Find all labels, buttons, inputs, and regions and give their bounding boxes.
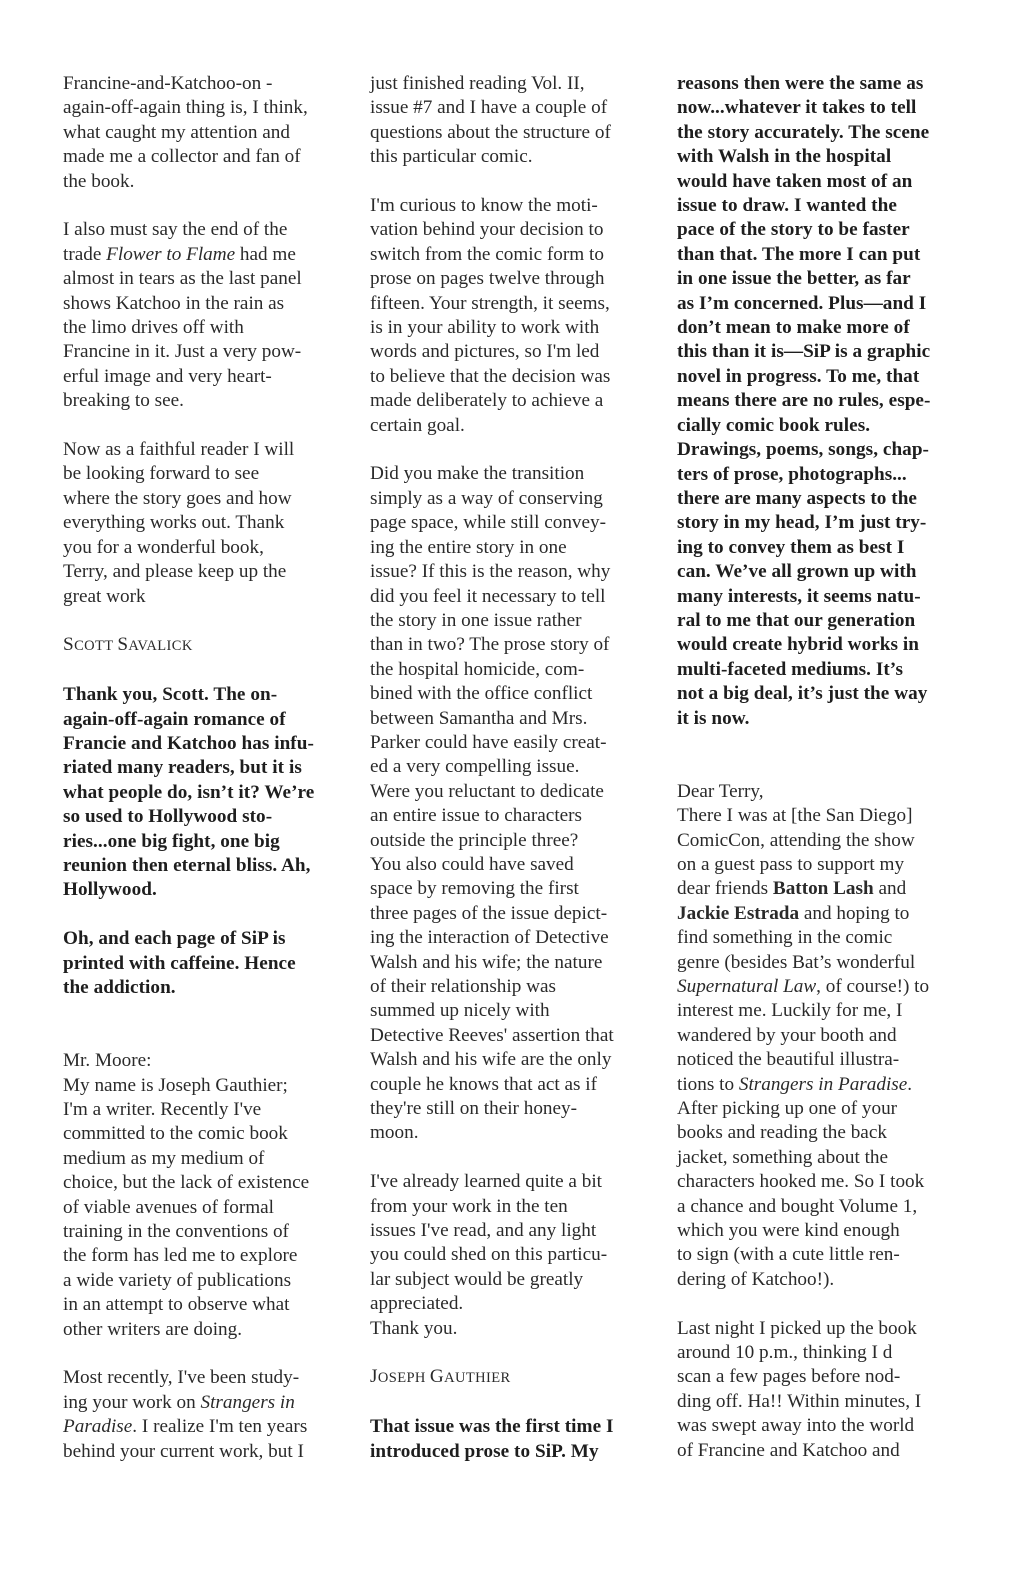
letter-greeting: Dear Terry,	[677, 780, 764, 802]
editor-reply: That issue was the first time I introduced prose to SiP. My	[370, 1416, 614, 1462]
column-2	[370, 72, 660, 1464]
sig-cap: S	[117, 634, 129, 656]
column-1	[63, 72, 355, 1488]
text-run: There I was at [the San Diego] ComicCon, attending the show on a guest pass to support my dear friends	[677, 805, 915, 900]
book-title: Flower to Flame	[106, 243, 236, 265]
signature-scott-savalick	[63, 633, 355, 658]
column-3	[677, 72, 969, 1463]
sig-cap: G	[429, 1366, 445, 1388]
letter-paragraph: I've already learned quite a bit from your work in the ten issues I've read, and any light you could shed on this particu- lar subject would be greatly appreciated. Thank you.	[370, 1171, 608, 1339]
text-run: and	[878, 878, 907, 900]
book-title: Strangers in Paradise	[738, 1073, 908, 1095]
letter-paragraph	[63, 218, 355, 413]
letter-paragraph: Did you make the transition simply as a way of conserving page space, while still convey- ing the entire story in one issue? If this is the reason, why did you feel it necessary to tell the story in one issue rather than in two? The prose story of the hospital homicide, com- bined with the office conflict between Samantha and Mrs. Parker could have easily creat- ed a very compelling issue. Were you reluctant to dedicate an entire issue to characters outside the principle three? You also could have saved space by removing the first three pages of the issue depict- ing the interaction of Detective Walsh and his wife; the nature of their relationship was summed up nicely with Detective Reeves' assertion that Walsh and his wife are the only couple he knows that act as if they're still on their honey- moon.	[370, 463, 614, 1144]
letter-paragraph: Now as a faithful reader I will be looking forward to see where the story goes and how everything works out. Thank you for a wonderful book, Terry, and please keep up the great work	[63, 439, 295, 607]
name-bold: Batton Lash	[772, 878, 874, 900]
text-run: had me almost in tears as the last panel shows Katchoo in the rain as the limo drives off with Francine in it. Just a very pow- erful image and very heart- breaking to see.	[63, 243, 302, 412]
book-title: Supernatural Law	[677, 976, 817, 997]
letter-paragraph	[63, 1366, 355, 1464]
letter-greeting: Mr. Moore:	[63, 1050, 152, 1072]
signature-joseph-gauthier	[370, 1365, 660, 1390]
letter-paragraph	[677, 804, 969, 1292]
text-run: and hoping to find something in the comic genre (besides Bat’s wonderful	[677, 902, 916, 973]
spacer	[63, 1025, 355, 1049]
text-run: , of course!) to interest me. Luckily for me, I wandered by your booth and noticed the beautiful illustra- tions to	[677, 976, 930, 1095]
letter-paragraph: My name is Joseph Gauthier; I'm a writer. Recently I've committed to the comic book medium as my medium of choice, but the lack of existence of viable avenues of formal training in the conventions of the form has led me to explore a wide variety of publications in an attempt to observe what other writers are doing.	[63, 1074, 310, 1340]
letter-paragraph: Last night I picked up the book around 10 p.m., thinking I d scan a few pages before nod- ding off. Ha!! Within minutes, I was swept away into the world of Francine and Katchoo and	[677, 1317, 922, 1461]
editor-reply: Thank you, Scott. The on- again-off-again romance of Francie and Katchoo has infu- riated many readers, but it is what people do, isn’t it? We’re so used to Hollywood sto- ries...one big fight, one big reunion then eternal bliss. Ah, Hollywood.	[63, 684, 315, 901]
editor-reply: reasons then were the same as now...whatever it takes to tell the story accurately. The scene with Walsh in the hospital would have taken most of an issue to draw. I wanted the pace of the story to be faster than that. The more I can put in one issue the better, as far as I’m concerned. Plus—and I don’t mean to make more of this than it is—SiP is a graphic novel in progress. To me, that means there are no rules, espe- cially comic book rules. Drawings, poems, songs, chap- ters of prose, photographs... there are many aspects to the story in my head, I’m just try- ing to convey them as best I can. We’ve all grown up with many interests, it seems natu- ral to me that our generation would create hybrid works in multi-faceted mediums. It’s not a big deal, it’s just the way it is now.	[677, 73, 931, 729]
book-title: Strangers in	[200, 1391, 295, 1413]
sig-rest: OSEPH	[377, 1370, 430, 1387]
spacer	[677, 755, 969, 779]
text-run: . I realize I'm ten years behind your current work, but I	[63, 1416, 308, 1462]
text-run: I also must say the end of the trade	[63, 219, 288, 265]
book-title: Paradise	[63, 1416, 133, 1438]
text-run: Most recently, I've been study- ing your work on	[63, 1367, 300, 1413]
text-run: . After picking up one of your books and reading the back jacket, something about the characters hooked me. So I took a chance and bought Volume 1, which you were kind enough to sign (with a cute little ren- dering of Katchoo!).	[677, 1073, 925, 1290]
sig-cap: S	[63, 634, 75, 656]
sig-cap: J	[370, 1366, 378, 1388]
sig-rest: AVALICK	[128, 638, 193, 655]
letter-paragraph: just finished reading Vol. II, issue #7 and I have a couple of questions about the structure of this particular comic.	[370, 73, 611, 168]
editor-reply: Oh, and each page of SiP is printed with caffeine. Hence the addiction.	[63, 928, 296, 998]
sig-rest: COTT	[74, 638, 118, 655]
sig-rest: AUTHIER	[444, 1370, 511, 1387]
letter-paragraph: I'm curious to know the moti- vation behind your decision to switch from the comic form to prose on pages twelve through fifteen. Your strength, it seems, is in your ability to work with words and pictures, so I'm led to believe that the decision was made deliberately to achieve a certain goal.	[370, 195, 611, 436]
letter-paragraph: Francine-and-Katchoo-on - again-off-again thing is, I think, what caught my attention and made me a collector and fan of the book.	[63, 73, 308, 192]
name-bold: Jackie Estrada	[677, 902, 800, 924]
